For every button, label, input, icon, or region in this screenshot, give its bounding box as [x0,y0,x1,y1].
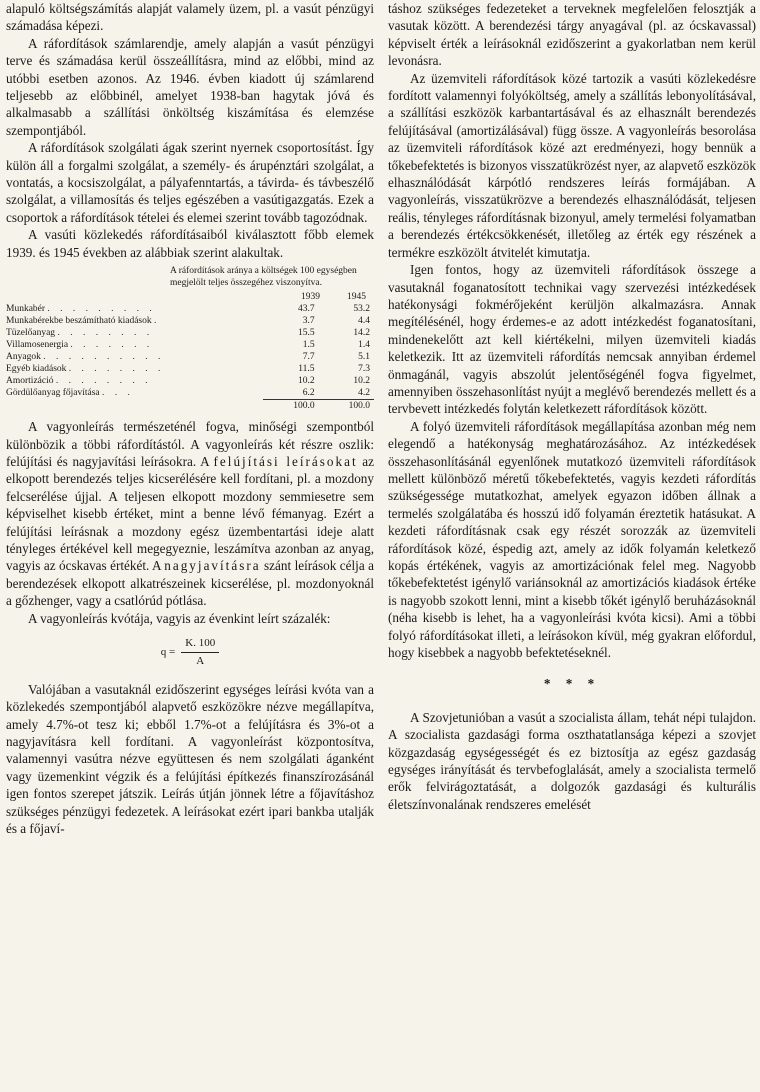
paragraph: A folyó üzemviteli ráfordítások megállapítása azonban még nem elegendő a hatékonyság meghatározásához. Az intézkedések összehasonlításánál egyenlőnek mutatkozó üzemviteli ráfordítások mellett különböző méretű tőkebefektetés, vagyis kezdeti ráfordítás szükségessége mutatkozhat, amelyek egyazon időben állnak a termelés szolgálatába és hosszú idő folyamán éreztetik hatásukat. A kezdeti ráfordításnak csak egy részét sorozzák az üzemviteli ráfordítások közé, éspedig azt, amely az idők folyamán keletkező kopás értékének, vagyis az amortizációnak felel meg. Nagyobb tőkebefektetést igénylő variánsoknál az amortizációs kiadások értéke is nagyobb szokott lenni, mint a kisebb tőkét igénylő beruházásoknál (néha kisebb is lehet, ha a vagyonleírási kvóta kicsi). Ami a többi folyó ráfordításokat illeti, a leírásokon kívül, még gyakran előfordul, hogy kisebbek a nagyobb befektetéseknél. [388,418,756,661]
cell-1945: 53.2 [353,304,370,315]
row-label: Munkabérekbe beszámítható kiadások [6,316,152,327]
leader-dots: . . . . . . . . . [47,304,156,315]
row-label: Amortizáció [6,376,54,387]
cost-ratio-table [6,265,374,412]
cell-1939: 10.2 [297,376,315,387]
paragraph: Az üzemviteli ráfordítások közé tartozik a vasúti közlekedésre fordított valamennyi folyóköltség, amely a szállítás lebonyolításával, a szállítási eszközök karbantartásával és az elhasznált berendezés felújításával (amortizálásával) függ össze. A vagyonleírás besorolása az üzemviteli ráfordítások közé azt eredményezi, hogy bennük a tőkebefektetés is bizonyos visszatükrözést nyer, az alapvető eszközök elhasználódását kárpótló rendszeres leírás formájában. A vagyonleírás, visszatükrözve a berendezés elhasználódását, teljesen reális, tényleges ráfordításnak bizonyul, amely termelési folyamatban a berendezés értékcsökkenését, illetőleg az érték egy részének a termékre eszközölt átvitelét kimutatja. [388,70,756,260]
spaced-term: felújítási leírásokat [213,453,358,469]
left-column [6,0,374,837]
table-row [6,375,374,387]
row-label: Munkabér [6,304,46,315]
cell-1939: 7.7 [302,352,315,363]
cell-1945: 7.3 [358,364,370,375]
leader-dots: . . . . . . . [70,340,154,351]
table-row [6,351,374,363]
table-row [6,315,374,327]
table-row [6,363,374,375]
cell-1939: 1.5 [302,340,315,351]
cell-1945: 4.2 [358,388,370,399]
table-row [6,339,374,351]
table-body [6,303,374,412]
paragraph: Igen fontos, hogy az üzemviteli ráfordítások összege a vasutaknál foganatosított technikai vagy szervezési intézkedések hatékonysági fokmérőjeként kerüljön alkalmazásra. Annak megítélésénél, hogy érdemes-e az adott intézkedést foganatosítani, mindenekelőtt azt kell kiértékelni, milyen üzemviteli kiadás keletkezik. Itt az üzemviteli ráfordítás nemcsak annyiban érdemel önmagánál, vagyis abszolút jelentőségénél fogva figyelmet, amennyiben összehasonlítást nyújt a meglévő berendezés mellett és a tervbevett intézkedés folytán keletkezett ráfordítások között. [388,262,756,417]
quota-formula [6,635,374,671]
table-row [6,303,374,315]
paragraph: alapuló költségszámítás alapját valamely üzem, pl. a vasút pénzügyi számadása képezi. [6,1,374,34]
leader-dots: . . . . . . . . [55,376,152,387]
cell-1939: 3.7 [302,316,315,327]
cell-1945: 1.4 [358,340,370,351]
year-1945: 1945 [347,292,366,303]
cell-1945: 5.1 [358,352,370,363]
right-column [388,0,756,813]
cell-1945: 4.4 [358,316,370,327]
formula-lhs: q = [160,646,176,659]
year-1939: 1939 [301,292,320,303]
table-total-row [6,400,374,413]
row-label: Villamosenergia [6,340,69,351]
leader-dots: . . . . . . . . [57,328,154,339]
cell-1945: 14.2 [353,328,370,339]
paragraph: A ráfordítások szolgálati ágak szerint nyernek csoportosítást. Így külön áll a forgalmi szolgálat, a személy- és árupénztári szolgálat, a vontatás, a kocsiszolgálat, a pályafenntartás, a távirda- és távbeszélő szolgálat, a villamosítás és teljes egészében a vasútigazgatás. Ezek a csoportok a ráfordítások tételei és elemei szerint tovább tagozódnak. [6,140,374,225]
table-header: A ráfordítások aránya a költségek 100 egységben megjelölt teljes összegéhez viszonyítva. [170,266,357,289]
cell-1939: 15.5 [297,328,315,339]
paragraph: A ráfordítások számlarendje, amely alapján a vasút pénzügyi terve és számadása kerül összeállításra, mind az előbbi, mind az utóbbi esetben azonos. Az 1946. évben kiadott új számlarend teljesebb az előbbinél, amelyet 1938-ban hagytak jóvá és alkalmasabb a szállítási önköltség kiszámítása és elemzése szempontjából. [6,35,374,138]
paragraph: A vasúti közlekedés ráfordításaiból kiválasztott főbb elemek 1939. és 1945 években az alábbiak szerint alakultak. [6,227,374,260]
formula-fraction [181,635,219,671]
row-label: Egyéb kiadások [6,364,67,375]
total-1945: 100.0 [319,400,374,413]
leader-dots: . . . . . . . . [68,364,165,375]
row-label: Anyagok [6,352,41,363]
text-run: A vagyonleírás természeténél fogva, minőségi szempontból különbözik a többi ráfordítástól. A vagyonleírás két részre oszlik: felújítási és nagyjavítási leírásokra. A [6,419,374,469]
cell-1939: 11.5 [298,364,315,375]
formula-numerator: K. 100 [181,635,219,653]
leader-dots: . . . [102,388,134,399]
section-separator: * * * [543,676,601,692]
table-year-header [6,291,374,303]
leader-dots: . [154,316,161,327]
paragraph: táshoz szükséges fedezeteket a terveknek megfelelően felosztják a vasutak között. A berendezési tárgy anyagával (pl. az ócskavassal) képviselt érték a leírásoknál ezidőszerint a gyakorlatban nem kerül levonásra. [388,1,756,69]
total-1939: 100.0 [263,400,318,413]
row-label: Gördülőanyag főjavítása [6,388,100,399]
cell-1939: 6.2 [302,388,315,399]
row-label: Tüzelőanyag [6,328,56,339]
leader-dots: . . . . . . . . . . [43,352,165,363]
paragraph: A Szovjetunióban a vasút a szocialista állam, tehát népi tulajdon. A szocialista gazdasági forma oszthatatlansága képezi a szovjet közgazdaság egységességét és ez biztosítja az egész gazdaság egységes irányítását és tervbefoglalását, amely a szocialista termelő erők felvirágoztatását, a dolgozók gazdasági és kulturális életszínvonalának rendszeres emelését [388,709,756,812]
table-row [6,327,374,339]
text-run: szánt leírások célja a berendezések elkopott alkatrészeinek kicserélése, pl. mozdonyoknál a gőzhenger, vagy a csatlórúd pótlása. [6,558,374,609]
formula-denominator: A [196,655,205,668]
text-run: az elkopott berendezés teljes kicserélésére kell fordítani, pl. a mozdony felcserélése újjal. A teljesen elkopott mozdony semmiesetre sem képviselhet kisebb értéket, mint a benne lévő fémanyag. Ezért a felújítási leírásnak a mozdony egész üzembentartási ideje alatt tényleges értékével kell megegyeznie, leszámítva azonban az anyag, vagyis az ócskavas értékét. A [6,453,374,574]
paragraph: A vagyonleírás kvótája, vagyis az évenkint leírt százalék: [28,610,331,626]
spaced-term: nagyjavításra [164,558,261,574]
cell-1945: 10.2 [353,376,370,387]
table-row [6,387,374,400]
paragraph: Valójában a vasutaknál ezidőszerint egységes leírási kvóta van a közlekedés szempontjából alapvető eszközökre nézve megállapítva, amely 4.7%-ot tesz ki; ebből 1.7%-ot a felújításra és 3%-ot a nagyjavításra kell fordítani. A vagyonleírást központosítva, valamennyi vasútra nézve együttesen és nem szolgálati áganként vagy üzemenkint végzik és a felújítási építkezés finanszírozásánál igen fontos szerepet játszik. Leírás útján jönnek létre a főjavításhoz szükséges pénzügyi fedezetek. A leírásokat ezért ipari bankba utalják és a főjaví- [6,681,374,837]
paragraph [6,418,374,609]
cell-1939: 43.7 [297,304,315,315]
